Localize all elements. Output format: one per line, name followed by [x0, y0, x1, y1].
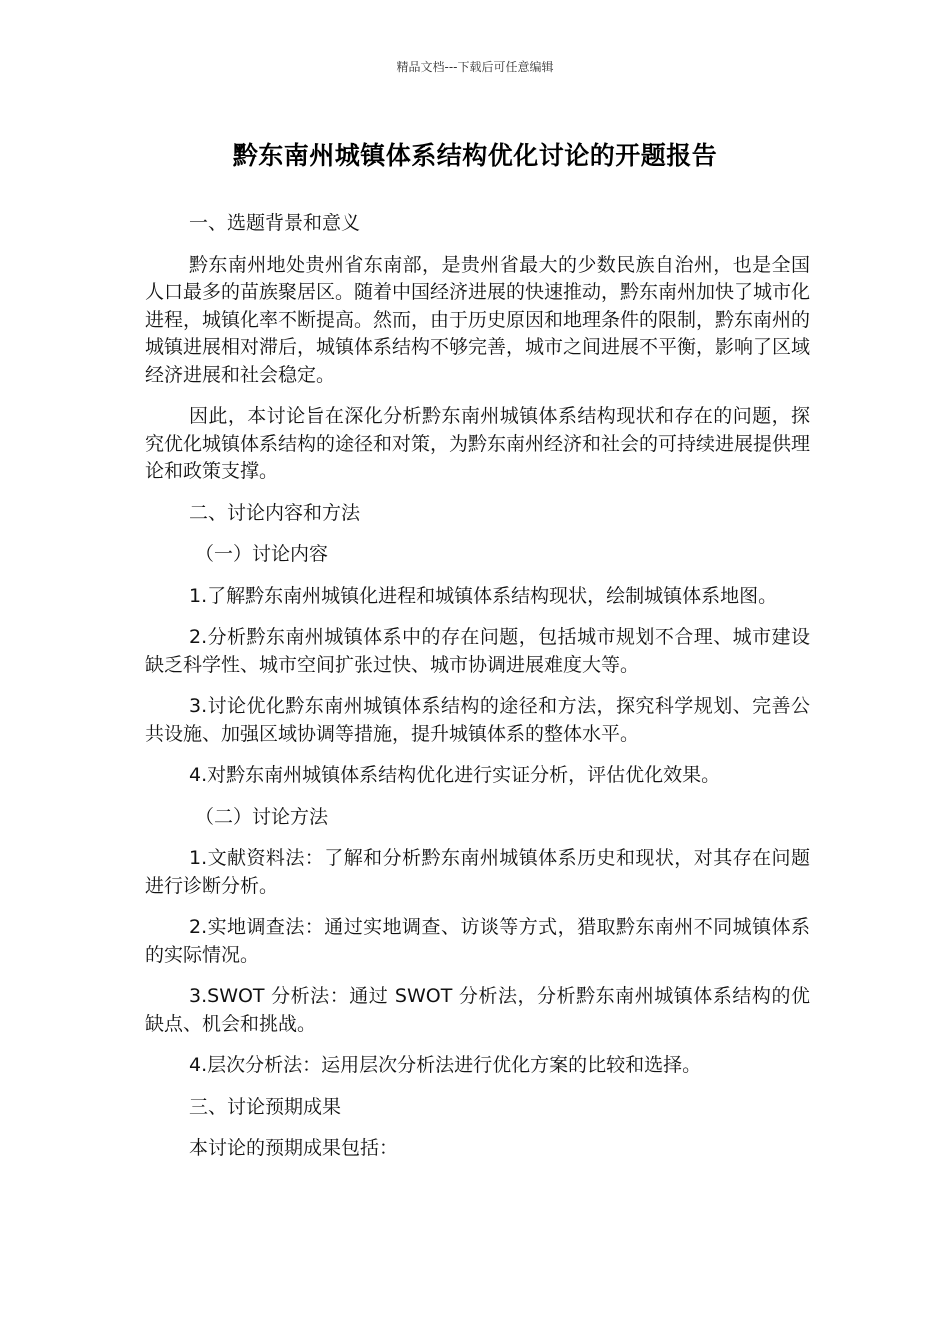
- method-item-1: 1.文献资料法：了解和分析黔东南州城镇体系历史和现状，对其存在问题进行诊断分析。: [145, 847, 810, 897]
- method-item-3: 3.SWOT 分析法：通过 SWOT 分析法，分析黔东南州城镇体系结构的优缺点、机会和挑战。: [145, 985, 810, 1035]
- section-heading-2: 二、讨论内容和方法: [189, 501, 361, 524]
- paragraph-purpose: 因此，本讨论旨在深化分析黔东南州城镇体系结构现状和存在的问题，探究优化城镇体系结构的途径和对策，为黔东南州经济和社会的可持续进展提供理论和政策支撑。: [145, 405, 811, 482]
- method-item-2: 2.实地调查法：通过实地调查、访谈等方式，猎取黔东南州不同城镇体系的实际情况。: [145, 916, 810, 966]
- subheading-methods: （二）讨论方法: [195, 805, 329, 828]
- section-heading-1: 一、选题背景和意义: [189, 212, 361, 234]
- section-heading-3: 三、讨论预期成果: [189, 1095, 342, 1118]
- method-item-4: 4.层次分析法：运用层次分析法进行优化方案的比较和选择。: [189, 1054, 702, 1076]
- content-item-4: 4.对黔东南州城镇体系结构优化进行实证分析，评估优化效果。: [189, 764, 721, 786]
- paragraph-expected-results: 本讨论的预期成果包括：: [189, 1137, 399, 1159]
- header-note: 精品文档---下载后可任意编辑: [396, 60, 554, 74]
- document-body: [145, 210, 810, 1177]
- subheading-content: （一）讨论内容: [195, 543, 329, 565]
- content-item-2: 2.分析黔东南州城镇体系中的存在问题，包括城市规划不合理、城市建设缺乏科学性、城市空间扩张过快、城市协调进展难度大等。: [145, 626, 810, 676]
- content-item-3: 3.讨论优化黔东南州城镇体系结构的途径和方法，探究科学规划、完善公共设施、加强区域协调等措施，提升城镇体系的整体水平。: [145, 695, 810, 745]
- paragraph-background: 黔东南州地处贵州省东南部，是贵州省最大的少数民族自治州，也是全国人口最多的苗族聚居区。随着中国经济进展的快速推动，黔东南州加快了城市化进程，城镇化率不断提高。然而，由于历史原因和地理条件的限制，黔东南州的城镇进展相对滞后，城镇体系结构不够完善，城市之间进展不平衡，影响了区域经济进展和社会稳定。: [145, 253, 811, 386]
- document-title: 黔东南州城镇体系结构优化讨论的开题报告: [232, 141, 718, 170]
- content-item-1: 1.了解黔东南州城镇化进程和城镇体系结构现状，绘制城镇体系地图。: [189, 584, 778, 607]
